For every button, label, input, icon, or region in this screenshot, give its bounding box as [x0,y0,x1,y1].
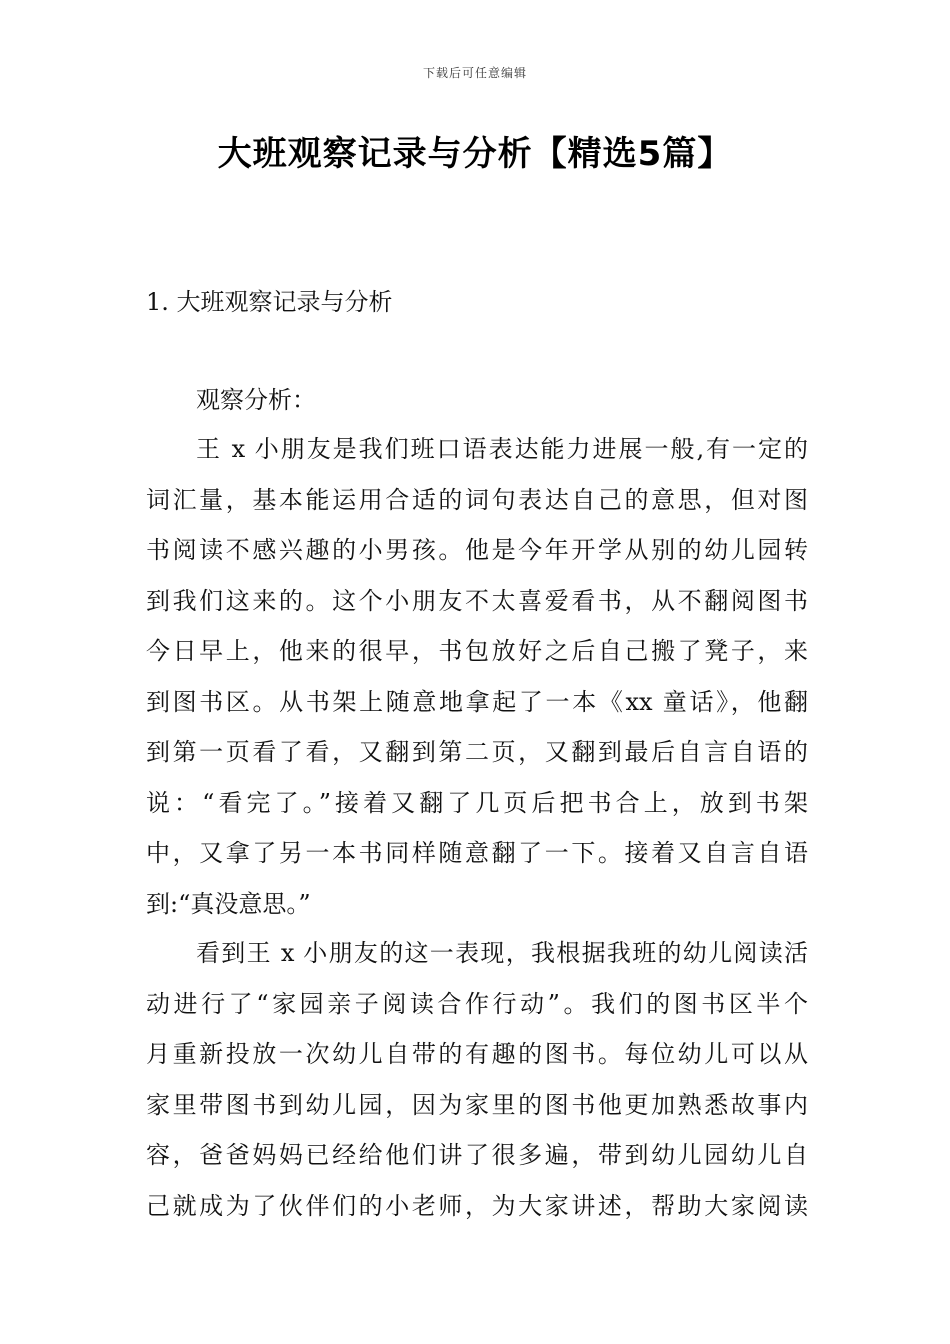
paragraph-line: 到:“真没意思。” [146,889,311,918]
paragraph-line: 今日早上，他来的很早，书包放好之后自己搬了凳子，来 [146,637,808,665]
paragraph-line: 动进行了“家园亲子阅读合作行动”。我们的图书区半个 [146,989,808,1018]
paragraph-line: 己就成为了伙伴们的小老师，为大家讲述，帮助大家阅读 [146,1191,808,1220]
paragraph-line: 说：“看完了。”接着又翻了几页后把书合上，放到书架 [146,788,808,817]
paragraph-line: 词汇量，基本能运用合适的词句表达自己的意思，但对图 [146,485,808,514]
observation-subheading: 观察分析： [196,386,316,414]
paragraph-line: 书阅读不感兴趣的小男孩。他是今年开学从别的幼儿园转 [146,536,808,564]
document-title: 大班观察记录与分析【精选5篇】 [217,134,733,174]
paragraph-1 [146,424,808,929]
paragraph-line: 容，爸爸妈妈已经给他们讲了很多遍，带到幼儿园幼儿自 [146,1141,808,1169]
paragraph-line: 王 x 小朋友是我们班口语表达能力进展一般,有一定的 [196,435,808,463]
paragraph-line: 到第一页看了看，又翻到第二页，又翻到最后自言自语的 [146,738,808,766]
section-heading: 1. 大班观察记录与分析 [146,288,393,316]
paragraph-line: 到图书区。从书架上随意地拿起了一本《xx 童话》，他翻 [146,687,808,716]
paragraph-line: 看到王 x 小朋友的这一表现，我根据我班的幼儿阅读活 [196,939,808,967]
paragraph-line: 月重新投放一次幼儿自带的有趣的图书。每位幼儿可以从 [146,1040,808,1068]
paragraph-line: 家里带图书到幼儿园，因为家里的图书他更加熟悉故事内 [146,1090,808,1119]
paragraph-line: 到我们这来的。这个小朋友不太喜爱看书，从不翻阅图书 [146,586,808,615]
paragraph-line: 中，又拿了另一本书同样随意翻了一下。接着又自言自语 [146,839,808,867]
header-note: 下载后可任意编辑 [422,66,527,80]
paragraph-2 [146,928,808,1231]
